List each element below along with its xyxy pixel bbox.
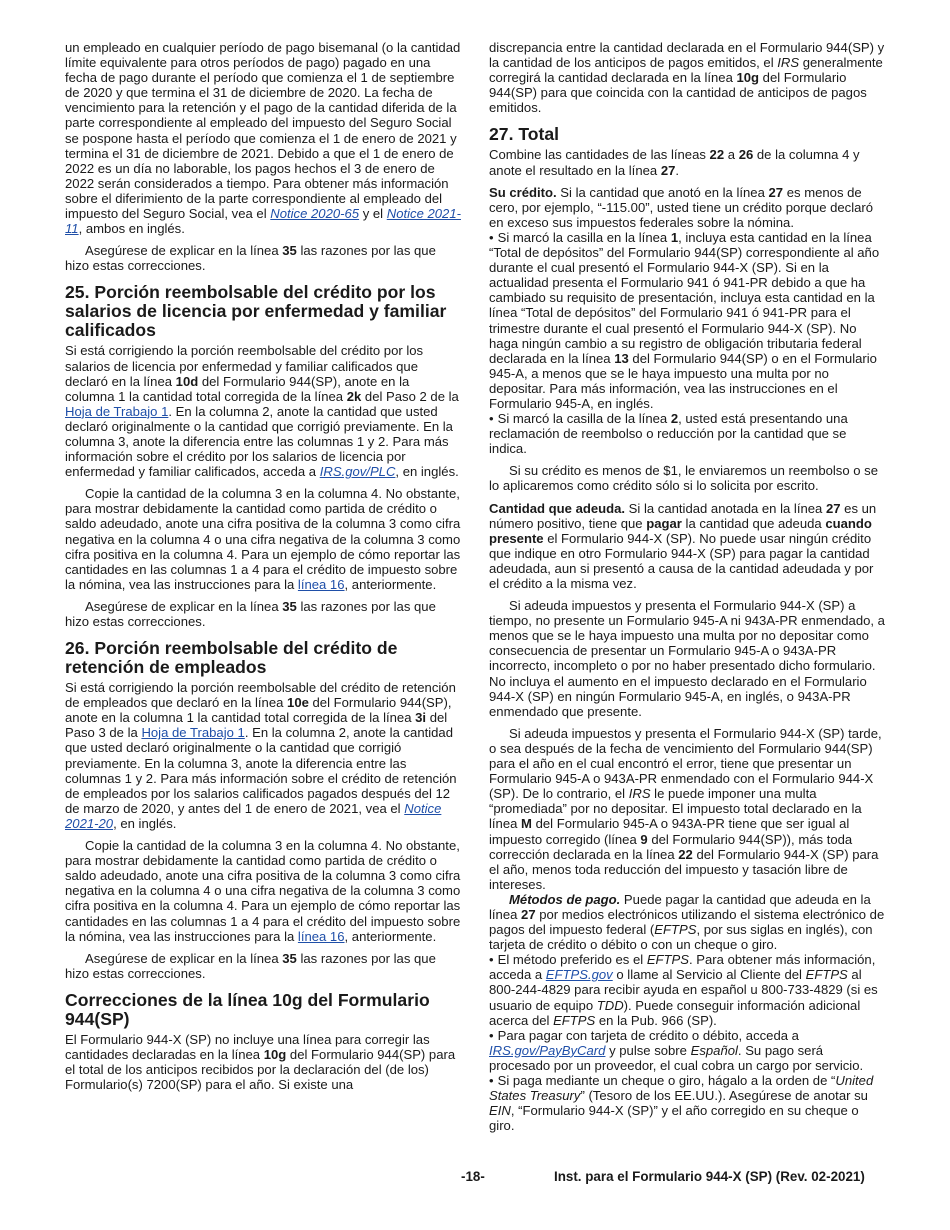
text-run: 10d [175,373,199,389]
text-run: EIN [489,1103,511,1119]
text-run: Asegúrese de explicar en la línea [85,243,283,259]
text-run: y pulse sobre [605,1042,691,1058]
text-run: , por sus siglas en inglés), con tarjeta de crédito o débito o con un cheque o giro. [489,922,873,953]
text-run: por medios electrónicos utilizando el sistema electrónico de pagos del impuesto federal ( [489,906,885,938]
text-run: Si marcó la casilla en la línea [497,229,671,245]
text-run: , anteriormente. [344,576,437,592]
text-run: el Formulario 944-X (SP). No puede usar ningún crédito que indique en otro Formulario 944-X (SP) para pagar la cantidad adeudada, aun si presentó a causa de la cantidad adeudada y por el crédito a la misma vez. [489,530,874,591]
text-run: del Formulario 945-A o 943A-PR tiene que ser igual al impuesto corregido (línea [489,816,850,847]
text-run: 13 [614,350,629,366]
text-run: Si su crédito es menos de $1, le enviaremos un reembolso o se lo aplicaremos como crédito sólo si lo solicita por escrito. [489,463,879,494]
text-run: El método preferido es el [497,952,647,968]
text-run: 26 [738,147,754,163]
text-run: , usted está presentando una reclamación de reembolso o reducción por la cantidad que se indica. [489,411,848,457]
paragraph [489,185,885,230]
text-run: del Formulario 944-X (SP) para el año, menos toda reducción del impuesto y tasación libre de intereses. [489,846,879,892]
paragraph [489,892,885,952]
text-run: 2k [346,388,362,404]
text-run: 10e [287,695,309,711]
text-run: 10g [736,70,760,86]
text-run: , en inglés. [395,464,459,480]
text-run: Si está corrigiendo la porción reembolsable del crédito de retención de empleados que declaró en la línea [65,680,456,711]
text-run: de la columna 4 y anote el resultado en la línea [489,147,860,178]
text-run: Si adeuda impuestos y presenta el Formulario 944-X (SP) a tiempo, no presente un Formulario 945-A ni 943A-PR enmendado, a menos que se le haya impuesto una multa por no depositar como consecuencia de presentar un Formulario 945-A o 943A-PR incorrecto, incompleto o por no haber presentado dicho formulario. No incluya el aumento en el impuesto declarado en el Formulario 944-X (SP) en ningún Formulario 945-A, en inglés, o 943A-PR enmendado que presente. [489,598,885,719]
text-run: Si paga mediante un cheque o giro, hágalo a la orden de “ [497,1073,836,1088]
text-run: 22 [678,846,693,862]
text-run: 35 [282,243,297,259]
text-run: Cantidad que adeuda. [489,500,626,516]
text-run: del Formulario 944(SP) para el total de los anticipos recibidos por la declaración del (de los) Formulario(s) 7200(SP) para el año. Si existe una [65,1046,456,1093]
text-run: El Formulario 944-X (SP) no incluye una línea para corregir las cantidades declaradas en la línea [65,1031,430,1062]
text-run: United States Treasury [489,1073,874,1104]
text-run: del Formulario 944(SP) para que coincida con la cantidad de anticipos de pagos emitidos. [489,70,867,116]
text-run: a [724,147,739,163]
link[interactable]: línea 16 [297,928,345,944]
text-run: las razones por las que hizo estas correcciones. [65,598,436,629]
text-run: , en inglés. [113,815,177,831]
text-run: pagar [646,515,682,531]
section-heading-25: 25. Porción reembolsable del crédito por los salarios de licencia por enfermedad y familiar calificados [65,282,447,341]
paragraph [489,40,885,115]
text-run: . En la columna 2, anote la cantidad que usted declaró originalmente o la cantidad que corrigió previamente. En la columna 3, anote la diferencia entre las columnas 1 y 2. Para más información sobre el crédito por los salarios de licencia por enfermedad y familiar calificados, acceda a [65,403,453,480]
text-run: ). Puede conseguir información adicional acerca del [489,997,861,1028]
text-run: EFTPS [553,1012,596,1028]
link[interactable]: Notice 2020-65 [270,206,360,222]
text-run: del Formulario 944(SP)), más toda corrección declarada en la línea [489,831,853,862]
link[interactable]: Notice 2021-20 [65,800,442,831]
paragraph [65,40,461,236]
text-run: Asegúrese de explicar en la línea [85,598,283,614]
text-run: Combine las cantidades de las líneas [489,147,710,163]
paragraph [65,838,461,944]
text-run: Puede pagar la cantidad que adeuda en la línea [489,891,871,922]
text-run: cuando presente [489,515,872,546]
text-run: del Formulario 944(SP), anote en la columna 1 la cantidad total corregida de la línea [65,695,452,726]
text-run: del Paso 2 de la [361,388,459,404]
link[interactable]: Hoja de Trabajo 1 [141,725,245,741]
right-column [489,40,885,1140]
text-run: EFTPS [805,967,848,983]
paragraph [65,599,461,629]
paragraph [65,243,461,273]
text-run: 35 [282,950,297,966]
text-run: 22 [709,147,725,163]
link[interactable]: IRS.gov/PLC [319,464,396,480]
text-run: un empleado en cualquier período de pago bisemanal (o la cantidad límite equivalente para otros períodos de pago) pagado en una fecha de pago durante el período que comienza el 1 de septiembre de 2020 y que termina el 31 de diciembre de 2020. La fecha de vencimiento para la retención y el pago de la cantidad diferida de la parte correspondiente al empleado del impuesto del Seguro Social se pospone hasta el período que comienza el 1 de enero de 2021 y termina el 31 de diciembre de 2021. Debido a que el 1 de enero de 2022 es un día no laborable, los pagos hechos el 3 de enero de 2022 serán considerados a tiempo. Para obtener más información sobre el diferimiento de la parte correspondiente al empleado del impuesto del Seguro Social, vea el [65,40,461,222]
text-run: al 800-244-4829 para recibir ayuda en español u 800-733-4829 (si es usuario de equipo [489,967,878,1013]
text-run: IRS [777,55,800,71]
text-run: , incluya esta cantidad en la línea “Total de depósitos” del Formulario 944(SP) correspondiente al año durante el cual presentó el Formulario 944-X (SP). Si en la actualidad presenta el Formulario 941 ó 941-PR debido a que ha cambiado su requisito de presentación, incluya esta cantidad en la línea “Total de depósitos” del Formulario 941 ó 941-PR para el trimestre durante el cual presentó el Formulario 944-X (SP). No haga ningún cambio a su registro de obligación tributaria federal declarada en la línea [489,229,880,366]
text-run: Si la cantidad que anotó en la línea [556,184,769,200]
text-run: Asegúrese de explicar en la línea [85,950,283,966]
text-run: M [521,816,532,832]
section-heading-26: 26. Porción reembolsable del crédito de retención de empleados [65,638,398,678]
text-run: 27 [768,184,784,200]
paragraph [65,951,461,981]
bullet-item [489,230,885,411]
text-run: y el [359,206,387,222]
section-heading-10g: Correcciones de la línea 10g del Formulario 944(SP) [65,989,430,1029]
text-run: . [675,162,680,178]
text-run: EFTPS [646,952,690,968]
paragraph [489,147,885,177]
text-run: , anteriormente. [344,928,437,944]
text-run: Copie la cantidad de la columna 3 en la columna 4. No obstante, para mostrar debidamente la cantidad como partida de crédito o saldo adeudado, anote una cifra positiva de la columna 3 como cifra negativa en la columna 4 o una cifra negativa de la columna 3 como cifra positiva en la columna 4. Para un ejemplo de cómo reportar las cantidades en las columnas 1 a 4 para el crédito del impuesto sobre la nómina, vea las instrucciones para la [65,838,461,944]
text-run: , “Formulario 944-X (SP)” y el año corregido en su cheque o giro. [489,1103,859,1134]
text-run: del Paso 3 de la [65,710,448,741]
link[interactable]: Notice 2021-11 [65,206,461,237]
paragraph [65,1032,461,1092]
text-run: 27 [825,500,841,516]
text-run: Si adeuda impuestos y presenta el Formulario 944-X (SP) tarde, o sea después de la fecha de vencimiento del Formulario 944(SP) para el año en el cual encontró el error, tiene que presentar un Formulario 945-A o 943A-PR enmendado con el Formulario 944-X (SP). De lo contrario, el [489,725,882,802]
left-column [65,40,461,1099]
text-run: Español [690,1042,738,1058]
text-run: 10g [263,1046,287,1062]
link[interactable]: Hoja de Trabajo 1 [65,403,169,419]
text-run: las razones por las que hizo estas correcciones. [65,243,436,274]
text-run: la cantidad que adeuda [681,515,826,531]
link[interactable]: línea 16 [297,576,345,592]
bullet-item [489,1073,885,1133]
bullet-item [489,952,885,1027]
text-run: o llame al Servicio al Cliente del [612,967,806,983]
text-run: 1 [670,229,679,245]
text-run: ” (Tesoro de los EE.UU.). Asegúrese de anotar su [580,1088,868,1104]
bullet-item [489,1028,885,1073]
text-run: 2 [670,411,679,427]
text-run: Para pagar con tarjeta de crédito o débito, acceda a [497,1027,799,1043]
bullet-item [489,411,885,456]
link[interactable]: EFTPS.gov [545,967,613,983]
text-run: EFTPS [654,922,697,938]
text-run: 27 [521,906,536,922]
text-run: las razones por las que hizo estas correcciones. [65,950,436,981]
paragraph [489,463,885,493]
paragraph [65,680,461,831]
paragraph [65,343,461,479]
text-run: 3i [415,710,427,726]
text-run: TDD [596,997,624,1013]
footer-title: Inst. para el Formulario 944-X (SP) (Rev. 02-2021) [554,1169,865,1184]
text-run: 35 [282,598,297,614]
text-run: IRS [628,786,651,802]
text-run: del Formulario 944(SP), anote en la columna 1 la cantidad total corregida de la línea [65,373,410,404]
text-run: 27 [660,162,676,178]
text-run: del Formulario 944(SP) o en el Formulario 945-A, a menos que se le haya impuesto una multa por no depositar. Para más información, vea las instrucciones en el Formulario 945-A, en inglés. [489,350,877,411]
text-run: Su crédito. [489,184,557,200]
text-run: 9 [640,831,648,847]
text-run: . Para obtener más información, acceda a [489,952,876,983]
page-number: -18- [461,1169,485,1184]
text-run: Si marcó la casilla de la línea [497,411,671,427]
text-run: le puede imponer una multa “promediada” por no depositar. El impuesto total declarado en la línea [489,786,862,832]
text-run: es menos de cero, por ejemplo, “-115.00”, usted tiene un crédito porque declaró en exceso sus impuestos federales sobre la nómina. [489,184,874,230]
text-run: Métodos de pago. [509,891,621,907]
paragraph [489,726,885,892]
text-run: en la Pub. 966 (SP). [595,1012,717,1028]
paragraph [489,598,885,719]
text-run: . En la columna 2, anote la cantidad que usted declaró originalmente o la cantidad que corrigió previamente. En la columna 3, anote la diferencia entre las columnas 1 y 2. Para más información sobre el crédito de retención de empleados por los salarios calificados pagados después del 12 de marzo de 2020, y antes del 1 de enero de 2021, vea el [65,725,457,816]
text-run: , ambos en inglés. [78,221,185,237]
link[interactable]: IRS.gov/PayByCard [489,1042,606,1058]
text-run: Si está corrigiendo la porción reembolsable del crédito por los salarios de licencia por enfermedad y familiar calificados que declaró en la línea [65,343,424,389]
text-run: generalmente corregirá la cantidad declarada en la línea [489,55,883,86]
text-run: discrepancia entre la cantidad declarada en el Formulario 944(SP) y la cantidad de los anticipos de pagos emitidos, el [489,40,885,71]
paragraph [65,486,461,592]
text-run: es un número positivo, tiene que [489,500,877,531]
text-run: Si la cantidad anotada en la línea [625,500,826,516]
text-run: . Su pago será procesado por un proveedor, el cual cobra un cargo por servicio. [489,1042,864,1073]
paragraph [489,501,885,592]
text-run: Copie la cantidad de la columna 3 en la columna 4. No obstante, para mostrar debidamente la cantidad como partida de crédito o saldo adeudado, anote una cifra positiva de la columna 3 como cifra negativa en la columna 4 o una cifra negativa de la columna 3 como cifra positiva en la columna 4. Para un ejemplo de cómo reportar las cantidades en las columnas 1 a 4 para el crédito de impuesto sobre la nómina, vea las instrucciones para la [65,486,461,592]
section-heading-27: 27. Total [489,124,560,145]
